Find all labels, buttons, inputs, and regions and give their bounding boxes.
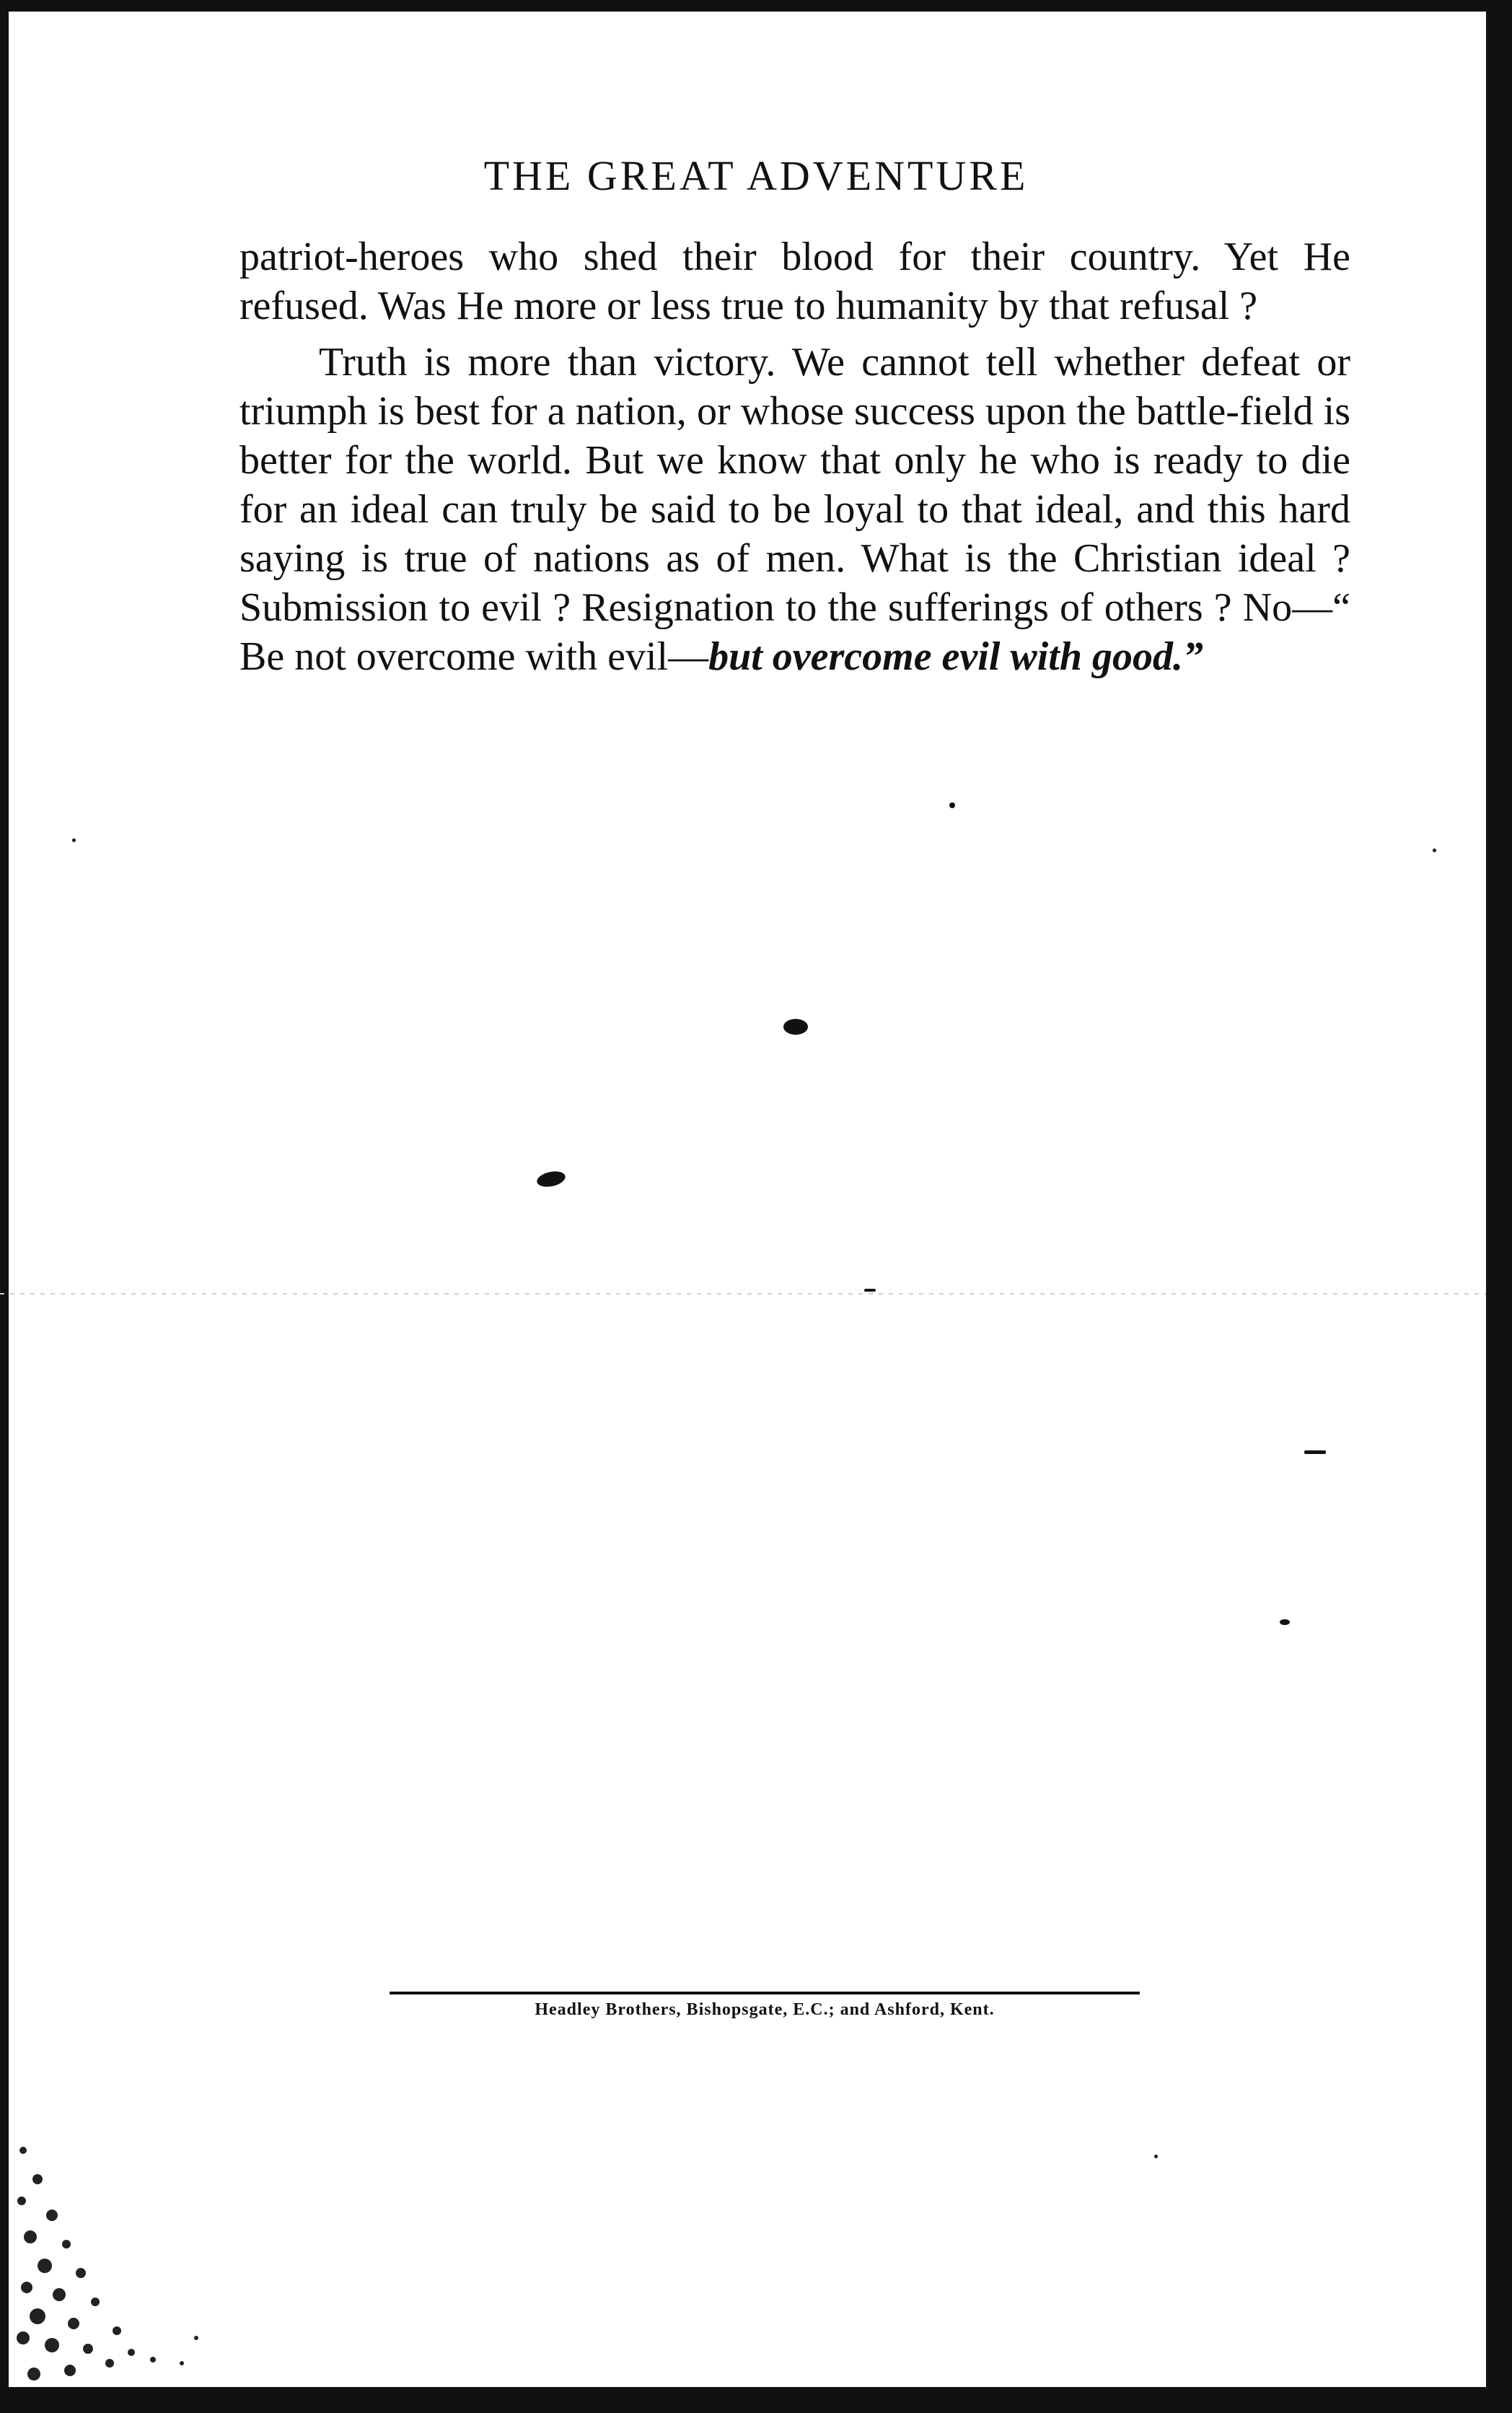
scan-border-left bbox=[0, 0, 9, 2413]
paragraph-2 bbox=[239, 338, 1350, 681]
ink-blot bbox=[1154, 2155, 1158, 2158]
scan-border-right bbox=[1486, 0, 1512, 2413]
ink-blot bbox=[864, 1289, 876, 1292]
ink-blot bbox=[535, 1169, 566, 1189]
ink-blot bbox=[1280, 1619, 1290, 1625]
scan-border-top bbox=[0, 0, 1512, 12]
ink-blot bbox=[72, 838, 76, 842]
imprint-rule bbox=[390, 1992, 1140, 1994]
running-head: THE GREAT ADVENTURE bbox=[483, 152, 1029, 199]
paragraph-2-text: Truth is more than victory. We cannot tell whether defeat or triumph is best for a nation, or whose success upon the battle-field is better for the world. But we know that only he who is ready to die for an ideal can truly be said to be loyal to that ideal, and this hard saying is true of nations as of men. What is the Christian ideal ? Submission to evil ? Resignation to the sufferings of others ? No—“ Be not overcome with evil— bbox=[239, 340, 1350, 679]
scan-border-bottom bbox=[0, 2387, 1512, 2413]
paragraph-2-emphasis: but overcome evil with good.” bbox=[708, 634, 1203, 679]
paragraph-1: patriot-heroes who shed their blood for their country. Yet He refused. Was He more or less true to humanity by that refusal ? bbox=[239, 235, 1350, 328]
scan-smudge bbox=[9, 2121, 225, 2388]
ink-blot bbox=[1304, 1450, 1326, 1454]
printer-imprint: Headley Brothers, Bishopsgate, E.C.; and Ashford, Kent. bbox=[535, 2000, 995, 2019]
page-fold-line bbox=[0, 1293, 1486, 1295]
body-text bbox=[239, 232, 1350, 681]
ink-blot bbox=[1433, 849, 1436, 852]
ink-blot bbox=[949, 802, 955, 808]
ink-blot bbox=[783, 1019, 808, 1035]
